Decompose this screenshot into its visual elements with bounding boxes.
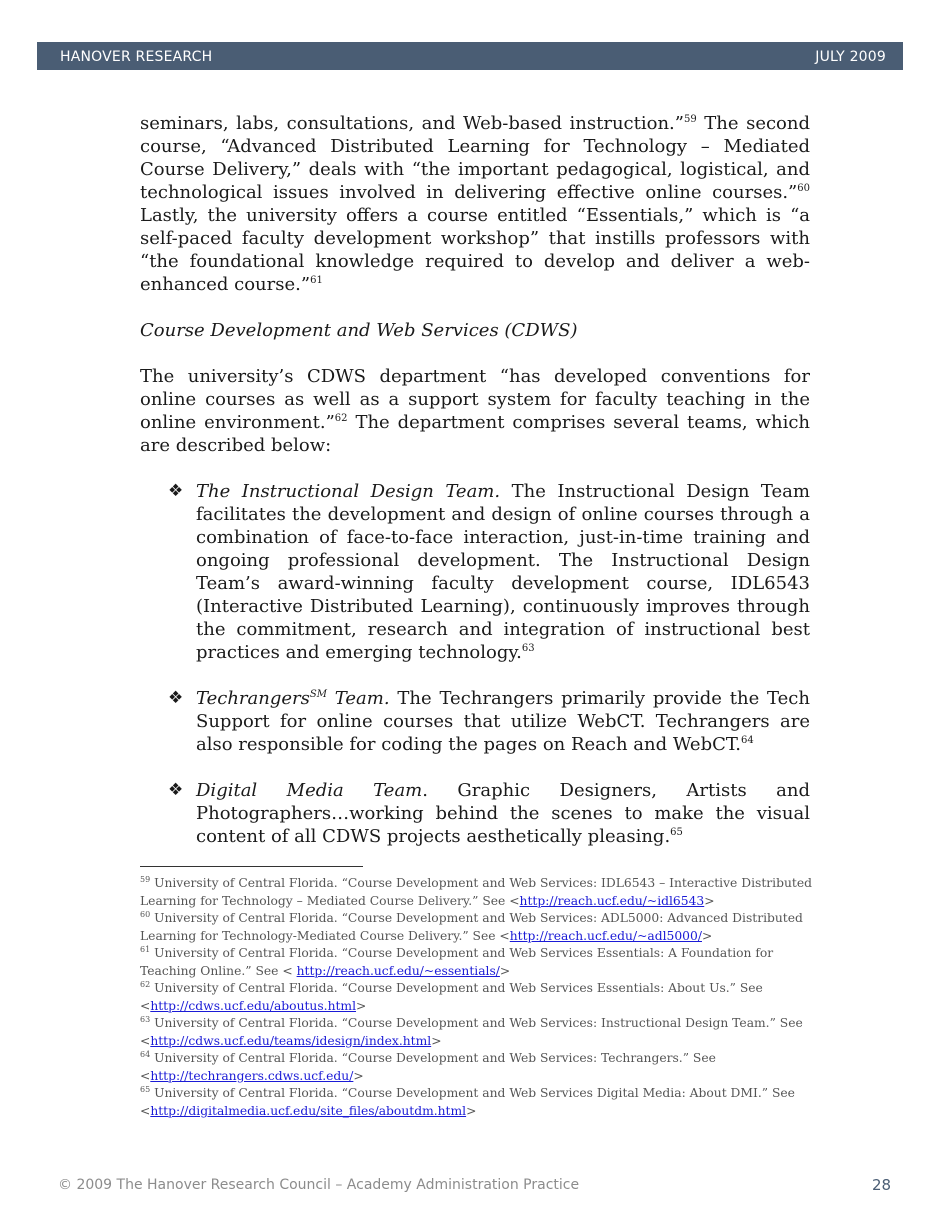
- cdws-paragraph: The university’s CDWS department “has developed conventions for online courses as well as a support system for faculty teaching in the online environment.”$^{62}$ The department comprises several teams, which are described below:: [140, 366, 810, 456]
- footnote-ref-64: 64: [740, 735, 754, 746]
- footnote: $^{65}$ University of Central Florida. “Course Development and Web Services Digital Media: About DMI.” See <http://digitalmedia.ucf.edu/site_files/aboutdm.html>: [140, 1084, 795, 1118]
- footnote-link[interactable]: http://digitalmedia.ucf.edu/site_files/aboutdm.html: [150, 1103, 467, 1118]
- footnote-ref-60: 60: [797, 183, 810, 194]
- footnote-link[interactable]: http://reach.ucf.edu/~essentials/: [296, 963, 500, 978]
- diamond-bullet-icon: ❖: [168, 688, 184, 708]
- footnote-ref-63: 63: [521, 643, 535, 654]
- footnote: $^{64}$ University of Central Florida. “Course Development and Web Services: Techrangers.” See <http://techrangers.cdws.ucf.edu/>: [140, 1049, 716, 1083]
- header-date: JULY 2009: [815, 49, 886, 65]
- footnote: $^{62}$ University of Central Florida. “Course Development and Web Services Essentials: About Us.” See <http://cdws.ucf.edu/aboutus.html>: [140, 979, 763, 1013]
- list-item: ❖ Techrangers℠ Team. The Techrangers primarily provide the Tech Support for online courses that utilize WebCT. Techrangers are also responsible for coding the pages on Reach and WebCT.$^{64}$: [168, 688, 810, 755]
- footnote-link[interactable]: http://reach.ucf.edu/~adl5000/: [509, 928, 702, 943]
- footnote: $^{59}$ University of Central Florida. “Course Development and Web Services: IDL6543 – Interactive Distributed Learning for Technology – Mediated Course Delivery.” See <http://reach.ucf.edu/~idl6543>: [140, 874, 812, 908]
- intro-paragraph: seminars, labs, consultations, and Web-based instruction.”$^{59}$ The second course, “Advanced Distributed Learning for Technology – Mediated Course Delivery,” deals with “the important pedagogical, logistical, and technological issues involved in delivering effective online courses.”$^{60}$ Lastly, the university offers a course entitled “Essentials,” which is “a self-paced faculty development workshop” that instills professors with “the foundational knowledge required to develop and deliver a web-enhanced course.”$^{61}$: [140, 113, 810, 295]
- footnote-link[interactable]: http://cdws.ucf.edu/teams/idesign/index.html: [150, 1033, 432, 1048]
- list-item: ❖ Digital Media Team. Graphic Designers, Artists and Photographers…working behind the scenes to make the visual content of all CDWS projects aesthetically pleasing.$^{65}$: [168, 780, 810, 847]
- footnote-link[interactable]: http://reach.ucf.edu/~idl6543: [519, 893, 705, 908]
- footnote-divider: [140, 866, 363, 867]
- header-organization: HANOVER RESEARCH: [60, 49, 213, 65]
- footnote: $^{60}$ University of Central Florida. “Course Development and Web Services: ADL5000: Advanced Distributed Learning for Technology-Mediated Course Delivery.” See <http://reach.ucf.edu/~adl5000/>: [140, 909, 803, 943]
- footnote-link[interactable]: http://cdws.ucf.edu/aboutus.html: [150, 998, 357, 1013]
- footnote-link[interactable]: http://techrangers.cdws.ucf.edu/: [150, 1068, 354, 1083]
- main-content: [140, 112, 810, 871]
- footnote-ref-61: 61: [310, 275, 323, 286]
- footnote-ref-59: 59: [684, 114, 697, 125]
- diamond-bullet-icon: ❖: [168, 780, 184, 800]
- footnote-ref-62: 62: [334, 413, 348, 424]
- page-header: [37, 42, 903, 70]
- section-heading: Course Development and Web Services (CDWS): [140, 320, 578, 341]
- footnote: $^{63}$ University of Central Florida. “Course Development and Web Services: Instructional Design Team.” See <http://cdws.ucf.edu/teams/idesign/index.html>: [140, 1014, 803, 1048]
- page-footer: © 2009 The Hanover Research Council – Academy Administration Practice: [58, 1177, 580, 1193]
- diamond-bullet-icon: ❖: [168, 481, 184, 501]
- page-number: 28: [872, 1176, 892, 1194]
- team-list: [140, 480, 810, 848]
- footnote-ref-65: 65: [670, 827, 683, 838]
- footnote: $^{61}$ University of Central Florida. “Course Development and Web Services Essentials: A Foundation for Teaching Online.” See < http://reach.ucf.edu/~essentials/>: [140, 944, 774, 978]
- footnotes: [140, 875, 820, 1120]
- list-item: ❖ The Instructional Design Team. The Instructional Design Team facilitates the development and design of online courses through a combination of face-to-face interaction, just-in-time training and ongoing professional development. The Instructional Design Team’s award-winning faculty development course, IDL6543 (Interactive Distributed Learning), continuously improves through the commitment, research and integration of instructional best practices and emerging technology.$^{63}$: [168, 481, 810, 663]
